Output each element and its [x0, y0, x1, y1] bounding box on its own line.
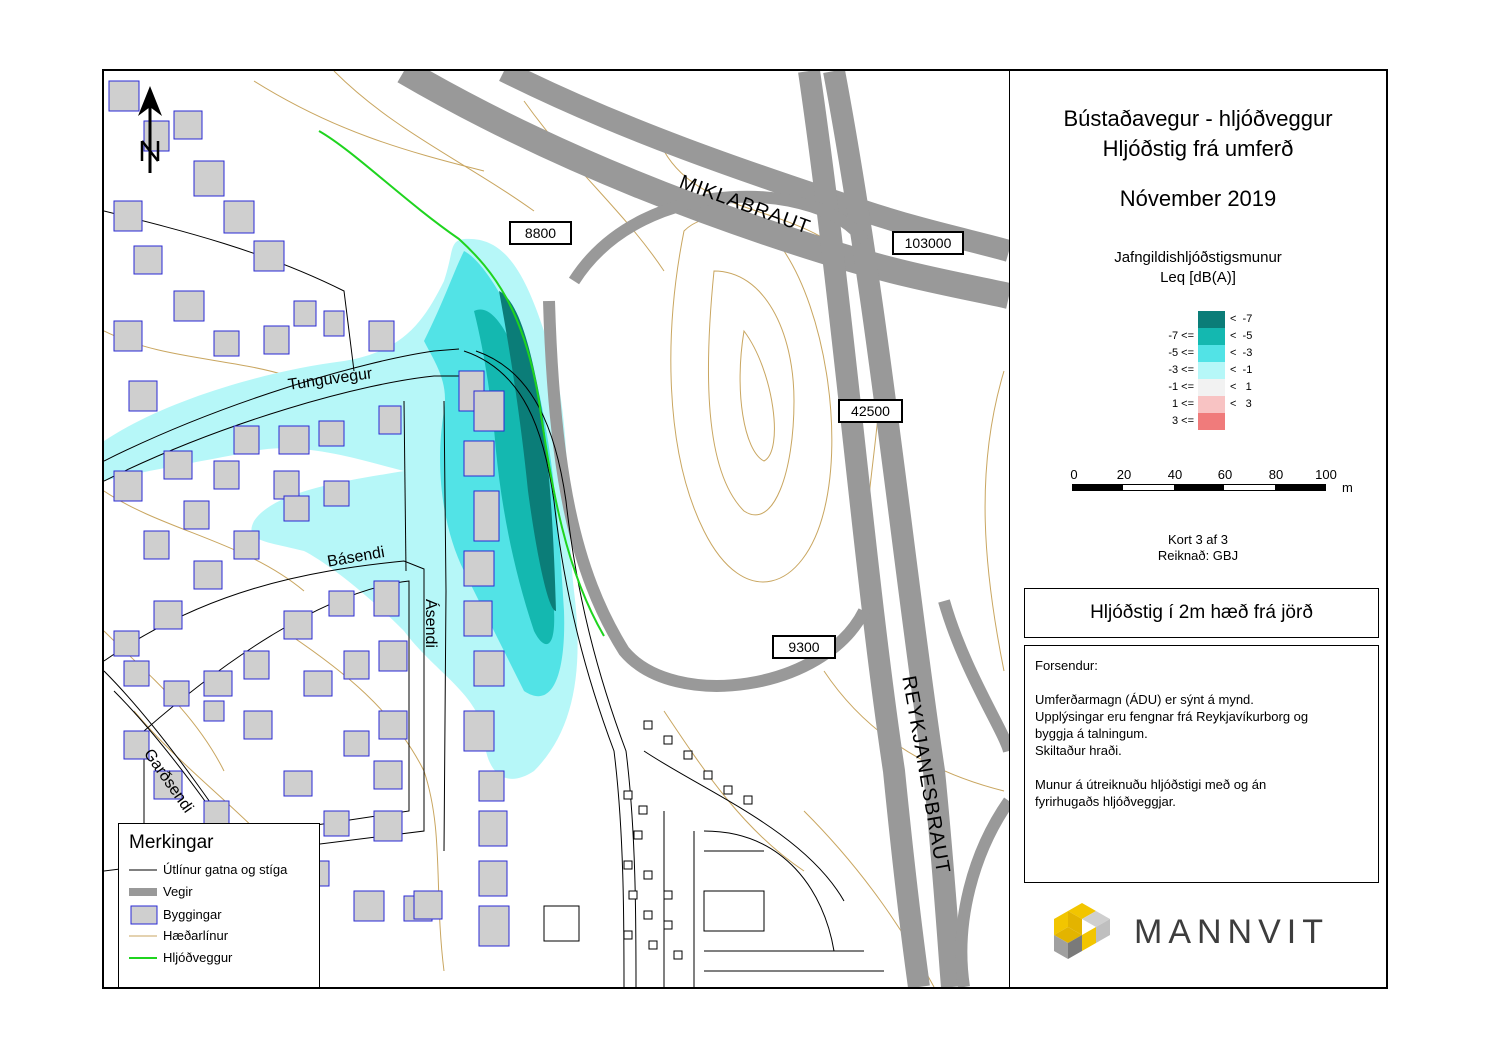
height-box-text: Hljóðstig í 2m hæð frá jörð — [1090, 602, 1313, 623]
legend-swatch-7 — [1198, 413, 1225, 430]
scale-tick-0: 0 — [1070, 467, 1078, 482]
mannvit-cube-icon — [1050, 899, 1114, 963]
label-basendi: Básendi — [326, 543, 386, 571]
label-asendi: Ásendi — [422, 599, 439, 648]
map-legend-item-roads: Vegir — [163, 884, 193, 899]
legend-title-line1: Jafngildishljóðstigsmunur — [1114, 249, 1282, 266]
label-miklabraut: MIKLABRAUT — [676, 171, 814, 239]
legend-class-2: -7 <= < -5 — [1148, 328, 1268, 345]
calculated-by: Reiknað: GBJ — [1157, 548, 1239, 563]
map-legend-item-buildings: Byggingar — [163, 907, 222, 922]
map-legend-item-noise-wall: Hljóðveggur — [163, 950, 233, 965]
scale-segments — [1072, 484, 1326, 491]
noise-legend — [1148, 311, 1268, 431]
assumptions-line3: byggja á talningum. — [1035, 726, 1148, 741]
title-line1: Bústaðavegur - hljóðveggur — [1063, 106, 1333, 131]
assumptions-line2: Upplýsingar eru fengnar frá Reykjavíkurborg og — [1035, 709, 1309, 724]
map-sheet — [102, 69, 1388, 989]
title-line2: Hljóðstig frá umferð — [1102, 136, 1294, 161]
map-legend-symbols — [119, 858, 319, 987]
legend-class-5: -1 <= < 1 — [1148, 379, 1268, 396]
assumptions-heading: Forsendur: — [1035, 658, 1098, 673]
legend-swatch-2 — [1198, 328, 1225, 345]
mannvit-logo — [1050, 899, 1370, 963]
scale-tick-100: 100 — [1315, 467, 1337, 482]
scale-tick-40: 40 — [1167, 467, 1183, 482]
assumptions-line1: Umferðarmagn (ÁDU) er sýnt á mynd. — [1035, 692, 1254, 707]
legend-swatch-4 — [1198, 362, 1225, 379]
legend-title-line2: Leq [dB(A)] — [1160, 269, 1236, 286]
traffic-label-8800: 8800 — [509, 221, 572, 245]
label-gardsendi: Garðsendi — [140, 746, 197, 817]
map-legend-item-contours: Hæðarlínur — [163, 928, 229, 943]
info-panel — [1009, 71, 1386, 987]
scale-unit: m — [1342, 480, 1353, 495]
traffic-label-103000: 103000 — [892, 231, 964, 255]
traffic-label-9300: 9300 — [772, 635, 836, 659]
legend-class-1: < -7 — [1148, 311, 1268, 328]
date: Nóvember 2019 — [1119, 186, 1277, 211]
sheet-number: Kort 3 af 3 — [1168, 532, 1228, 547]
legend-swatch-5 — [1198, 379, 1225, 396]
legend-class-6: 1 <= < 3 — [1148, 396, 1268, 413]
legend-class-4: -3 <= < -1 — [1148, 362, 1268, 379]
height-box — [1024, 588, 1379, 638]
legend-swatch-3 — [1198, 345, 1225, 362]
small-buildings — [544, 721, 764, 959]
map-legend — [118, 823, 320, 987]
map-area — [104, 71, 1009, 987]
label-reykjanesbraut: REYKJANESBRAUT — [897, 674, 954, 876]
legend-class-7: 3 <= — [1148, 413, 1268, 430]
label-tunguvegur: Tunguvegur — [287, 365, 374, 394]
legend-swatch-1 — [1198, 311, 1225, 328]
mannvit-wordmark: MANNVIT — [1134, 913, 1329, 951]
legend-class-3: -5 <= < -3 — [1148, 345, 1268, 362]
assumptions-line6: fyrirhugaðs hljóðveggjar. — [1035, 794, 1176, 809]
scale-bar — [1072, 467, 1362, 507]
assumptions-line4: Skiltaður hraði. — [1035, 743, 1122, 758]
map-legend-item-outlines: Útlínur gatna og stíga — [163, 862, 288, 877]
traffic-label-42500: 42500 — [838, 399, 903, 423]
assumptions-box — [1024, 645, 1379, 883]
map-legend-title: Merkingar — [129, 832, 214, 853]
scale-tick-60: 60 — [1217, 467, 1233, 482]
scale-tick-20: 20 — [1116, 467, 1132, 482]
assumptions-line5: Munur á útreiknuðu hljóðstigi með og án — [1035, 777, 1267, 792]
legend-swatch-6 — [1198, 396, 1225, 413]
scale-tick-80: 80 — [1268, 467, 1284, 482]
